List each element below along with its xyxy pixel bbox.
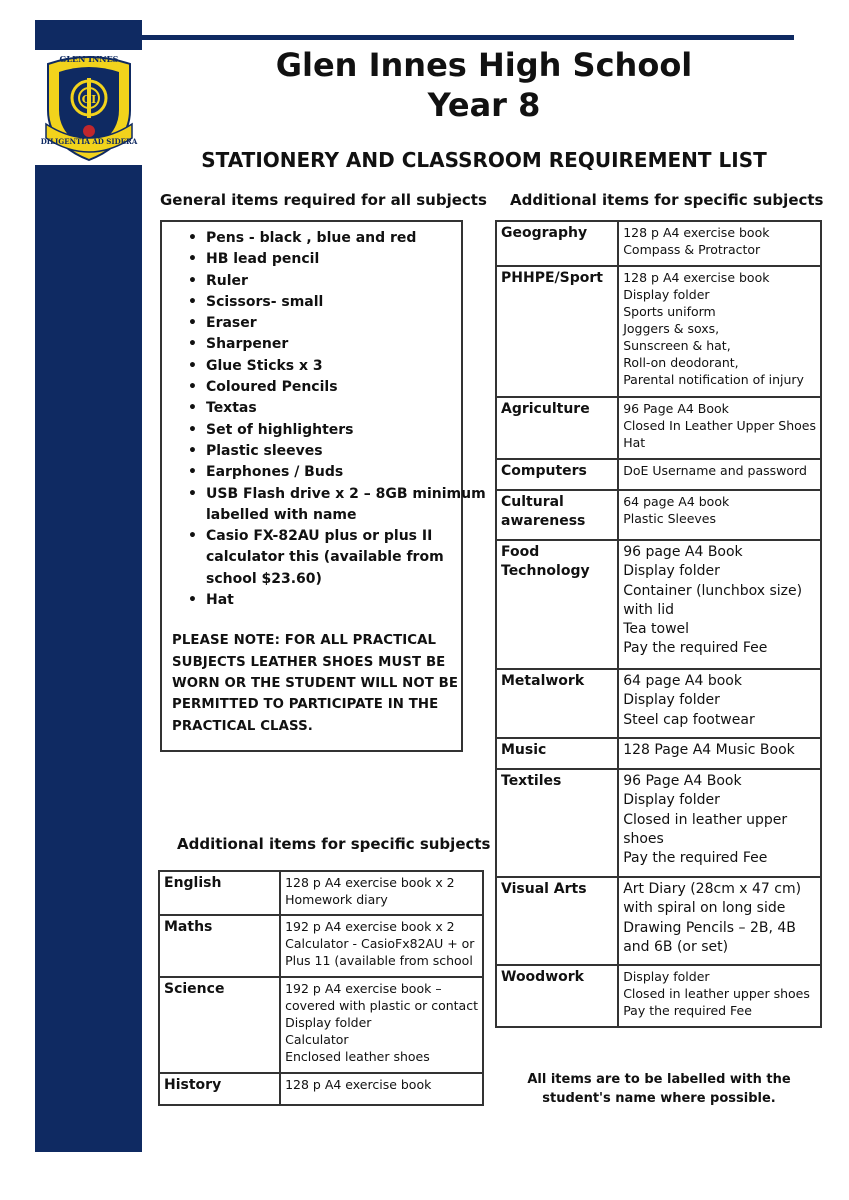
note-line: PLEASE NOTE: FOR ALL PRACTICAL bbox=[172, 633, 437, 649]
list-item-text: Pens - black , blue and red bbox=[206, 230, 417, 246]
item-line: Art Diary (28cm x 47 cm) bbox=[623, 881, 802, 897]
subject-cell bbox=[496, 490, 618, 540]
list-item bbox=[178, 462, 451, 483]
item-line: Hat bbox=[623, 435, 646, 450]
subject-cell bbox=[496, 266, 618, 397]
item-line: DoE Username and password bbox=[623, 463, 807, 478]
bullet-icon: • bbox=[188, 336, 197, 353]
item-line: Parental notification of injury bbox=[623, 372, 804, 387]
items-cell bbox=[618, 459, 821, 490]
item-line: Tea towel bbox=[623, 621, 690, 638]
table-row bbox=[496, 669, 821, 738]
items-cell bbox=[280, 915, 483, 977]
item-line: Closed in leather upper shoes bbox=[623, 986, 810, 1001]
right-subject-table bbox=[495, 220, 822, 1028]
subject-name: PHHPE/Sport bbox=[501, 270, 603, 286]
subject-cell bbox=[159, 915, 280, 977]
school-name: Glen Innes High School bbox=[275, 46, 693, 84]
item-line: Sunscreen & hat, bbox=[623, 338, 731, 353]
list-item bbox=[178, 441, 451, 462]
list-item-text: school $23.60) bbox=[206, 570, 322, 587]
list-item bbox=[178, 249, 451, 270]
list-item bbox=[178, 590, 451, 611]
subject-cell bbox=[496, 965, 618, 1027]
list-item bbox=[178, 271, 451, 292]
items-cell bbox=[280, 977, 483, 1073]
subject-name: Computers bbox=[501, 463, 587, 479]
list-item-text: Ruler bbox=[206, 272, 248, 289]
items-cell bbox=[618, 221, 821, 266]
list-item-text: Scissors- small bbox=[206, 293, 324, 310]
list-item bbox=[178, 398, 451, 419]
crest-top-text: GLEN INNES bbox=[59, 54, 119, 64]
side-band bbox=[35, 20, 142, 1152]
item-line: Roll-on deodorant, bbox=[623, 355, 739, 370]
item-line: Joggers & soxs, bbox=[623, 321, 720, 336]
note-line: SUBJECTS LEATHER SHOES MUST BE bbox=[172, 654, 446, 670]
subject-name: Science bbox=[164, 981, 225, 997]
items-cell bbox=[618, 397, 821, 459]
list-item bbox=[178, 484, 486, 527]
items-cell bbox=[618, 266, 821, 397]
item-line: 128 p A4 exercise book x 2 bbox=[285, 875, 455, 890]
table-row bbox=[159, 915, 483, 977]
bullet-icon: • bbox=[188, 592, 197, 609]
list-item bbox=[178, 526, 451, 590]
item-line: Pay the required Fee bbox=[623, 850, 768, 867]
bullet-icon: • bbox=[188, 464, 197, 481]
item-line: Display folder bbox=[623, 287, 710, 302]
item-line: Plastic Sleeves bbox=[623, 511, 716, 526]
subject-cell bbox=[159, 1073, 280, 1105]
subject-name: English bbox=[164, 875, 222, 891]
footer-note bbox=[498, 1070, 820, 1108]
table-row bbox=[496, 221, 821, 266]
list-item-text: Eraser bbox=[206, 315, 257, 332]
list-item-text: calculator this (available from bbox=[206, 549, 444, 566]
item-line: 128 p A4 exercise book bbox=[285, 1077, 432, 1092]
list-item bbox=[178, 420, 451, 441]
item-line: 128 p A4 exercise book bbox=[623, 225, 770, 240]
list-item-text: Plastic sleeves bbox=[206, 442, 323, 459]
subject-name: Agriculture bbox=[501, 401, 590, 417]
item-line: Steel cap footwear bbox=[623, 711, 755, 728]
list-item-text: USB Flash drive x 2 – 8GB minimum bbox=[206, 485, 486, 502]
bullet-icon: • bbox=[188, 230, 197, 246]
bullet-icon: • bbox=[188, 293, 197, 310]
item-line: 96 Page A4 Book bbox=[623, 773, 742, 789]
list-item bbox=[178, 377, 451, 398]
list-item-text: Sharpener bbox=[206, 336, 289, 353]
item-line: with spiral on long side bbox=[623, 900, 786, 917]
bullet-icon: • bbox=[188, 485, 197, 502]
subject-name: Food bbox=[501, 544, 540, 560]
items-cell bbox=[618, 738, 821, 769]
bullet-icon: • bbox=[188, 442, 197, 459]
list-item-text: Hat bbox=[206, 592, 234, 609]
list-item-text: Set of highlighters bbox=[206, 421, 354, 438]
items-cell bbox=[280, 1073, 483, 1105]
bullet-icon: • bbox=[188, 528, 197, 545]
items-cell bbox=[618, 965, 821, 1027]
top-rule bbox=[142, 35, 794, 40]
item-line: shoes bbox=[623, 830, 664, 847]
item-line: 96 Page A4 Book bbox=[623, 401, 729, 416]
list-item-text: labelled with name bbox=[206, 506, 357, 523]
item-line: Container (lunchbox size) bbox=[623, 582, 803, 599]
table-row bbox=[496, 397, 821, 459]
subject-name: Visual Arts bbox=[501, 881, 587, 897]
list-item bbox=[178, 228, 451, 249]
list-item-text: Earphones / Buds bbox=[206, 464, 344, 481]
item-line: Calculator - CasioFx82AU + or bbox=[285, 936, 475, 951]
bullet-icon: • bbox=[188, 421, 197, 438]
note-line: WORN OR THE STUDENT WILL NOT BE bbox=[172, 675, 459, 691]
item-line: Plus 11 (available from school bbox=[285, 953, 473, 968]
table-row bbox=[159, 871, 483, 915]
list-item-text: Casio FX-82AU plus or plus II bbox=[206, 528, 433, 545]
general-heading: General items required for all subjects bbox=[160, 191, 487, 209]
list-item-text: Coloured Pencils bbox=[206, 379, 338, 396]
item-line: 128 Page A4 Music Book bbox=[623, 742, 795, 758]
item-line: Display folder bbox=[623, 792, 720, 809]
items-cell bbox=[280, 871, 483, 915]
subject-name: Woodwork bbox=[501, 969, 584, 985]
item-line: 64 page A4 book bbox=[623, 673, 742, 689]
table-row bbox=[159, 977, 483, 1073]
table-row bbox=[496, 459, 821, 490]
subject-name: Maths bbox=[164, 919, 213, 935]
subject-name: Cultural bbox=[501, 494, 564, 510]
table-row bbox=[496, 540, 821, 669]
item-line: Drawing Pencils – 2B, 4B bbox=[623, 919, 796, 936]
subject-name: History bbox=[164, 1077, 222, 1093]
subject-cell bbox=[496, 221, 618, 266]
item-line: 192 p A4 exercise book x 2 bbox=[285, 919, 455, 934]
item-line: Compass & Protractor bbox=[623, 242, 761, 257]
item-line: 64 page A4 book bbox=[623, 494, 730, 509]
item-line: Display folder bbox=[623, 969, 710, 984]
subject-cell bbox=[496, 877, 618, 965]
right-table-heading: Additional items for specific subjects bbox=[510, 191, 824, 209]
item-line: Pay the required Fee bbox=[623, 640, 768, 657]
item-line: Closed in leather upper bbox=[623, 811, 788, 828]
table-row bbox=[496, 266, 821, 397]
item-line: Sports uniform bbox=[623, 304, 716, 319]
subject-cell bbox=[496, 669, 618, 738]
crest-motto: DILIGENTIA AD SIDERA bbox=[40, 137, 138, 146]
note-line: PERMITTED TO PARTICIPATE IN THE bbox=[172, 697, 439, 713]
year-title: Year 8 bbox=[427, 86, 541, 124]
subject-cell bbox=[496, 540, 618, 669]
item-line: Enclosed leather shoes bbox=[285, 1049, 430, 1064]
list-item-text: Glue Sticks x 3 bbox=[206, 357, 323, 374]
bullet-icon: • bbox=[188, 357, 197, 374]
list-item bbox=[178, 334, 451, 355]
left-subject-table bbox=[158, 870, 484, 1106]
item-line: Pay the required Fee bbox=[623, 1003, 752, 1018]
bullet-icon: • bbox=[188, 400, 197, 417]
item-line: covered with plastic or contact bbox=[285, 998, 478, 1013]
table-row bbox=[159, 1073, 483, 1105]
list-title: STATIONERY AND CLASSROOM REQUIREMENT LIST bbox=[201, 148, 767, 172]
list-item bbox=[178, 292, 451, 313]
subject-name: Geography bbox=[501, 225, 588, 241]
subject-cell bbox=[159, 871, 280, 915]
general-items-list bbox=[178, 228, 486, 611]
subject-name: Textiles bbox=[501, 773, 562, 789]
table-row bbox=[496, 877, 821, 965]
subject-cell bbox=[496, 769, 618, 877]
school-crest-icon bbox=[38, 52, 140, 164]
table-row bbox=[496, 769, 821, 877]
subject-cell bbox=[496, 738, 618, 769]
list-item bbox=[178, 313, 451, 334]
subject-cell bbox=[496, 459, 618, 490]
practical-note bbox=[172, 630, 459, 736]
list-item-text: Textas bbox=[206, 400, 257, 417]
items-cell bbox=[618, 769, 821, 877]
bullet-icon: • bbox=[188, 379, 197, 396]
items-cell bbox=[618, 540, 821, 669]
general-items-box bbox=[160, 220, 486, 752]
item-line: with lid bbox=[623, 601, 675, 618]
subject-cell bbox=[159, 977, 280, 1073]
footer-note-line: student's name where possible. bbox=[542, 1091, 776, 1106]
bullet-icon: • bbox=[188, 272, 197, 289]
item-line: Calculator bbox=[285, 1032, 349, 1047]
bullet-icon: • bbox=[188, 315, 197, 332]
item-line: 128 p A4 exercise book bbox=[623, 270, 770, 285]
subject-name: Music bbox=[501, 742, 547, 758]
items-cell bbox=[618, 490, 821, 540]
items-cell bbox=[618, 669, 821, 738]
subject-name: Technology bbox=[501, 563, 590, 579]
subject-cell bbox=[496, 397, 618, 459]
subject-name: awareness bbox=[501, 513, 586, 529]
footer-note-line: All items are to be labelled with the bbox=[527, 1072, 791, 1087]
item-line: Display folder bbox=[623, 563, 720, 580]
item-line: Homework diary bbox=[285, 892, 388, 907]
crest-monogram: GI bbox=[81, 93, 97, 106]
bullet-icon: • bbox=[188, 251, 197, 268]
items-cell bbox=[618, 877, 821, 965]
item-line: and 6B (or set) bbox=[623, 938, 729, 955]
list-item bbox=[178, 356, 451, 377]
item-line: Display folder bbox=[285, 1015, 372, 1030]
item-line: Display folder bbox=[623, 692, 720, 709]
left-table-heading: Additional items for specific subjects bbox=[177, 835, 491, 853]
subject-name: Metalwork bbox=[501, 673, 585, 689]
table-row bbox=[496, 738, 821, 769]
table-row bbox=[496, 965, 821, 1027]
item-line: 192 p A4 exercise book – bbox=[285, 981, 442, 996]
table-row bbox=[496, 490, 821, 540]
item-line: Closed In Leather Upper Shoes bbox=[623, 418, 816, 433]
list-item-text: HB lead pencil bbox=[206, 251, 320, 268]
note-line: PRACTICAL CLASS. bbox=[172, 718, 313, 734]
item-line: 96 page A4 Book bbox=[623, 544, 743, 560]
